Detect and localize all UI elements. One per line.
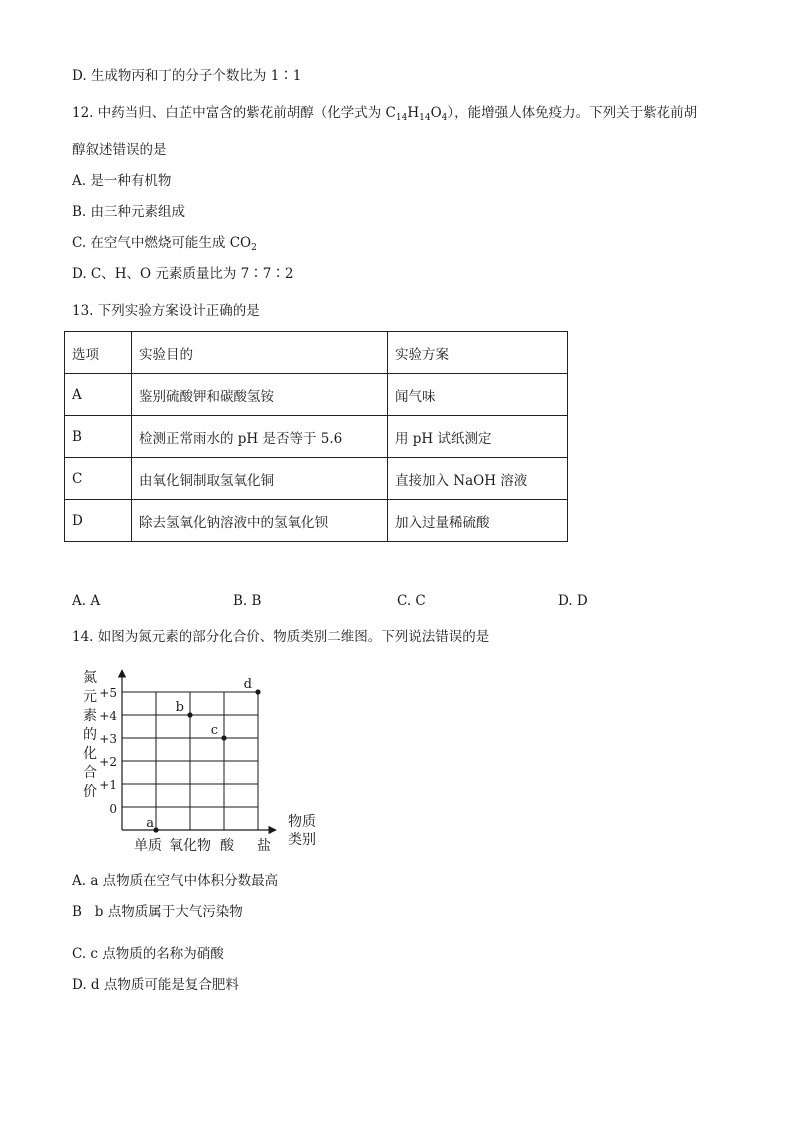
row-option: C (65, 458, 132, 500)
y-tick-label: +2 (99, 755, 117, 769)
row-option: D (65, 500, 132, 542)
y-label-char: 素 (83, 708, 97, 724)
q13-option-c: C. C (397, 593, 426, 609)
table-row (65, 416, 568, 458)
q12-stem-post: ），能增强人体免疫力。下列关于紫花前胡 (447, 105, 698, 121)
experiment-table (64, 331, 568, 542)
point-a (153, 827, 158, 832)
q12-formula-o-sub: 4 (441, 113, 448, 123)
q13-option-b: B. B (233, 593, 262, 609)
table-row (65, 458, 568, 500)
row-purpose: 鉴别硫酸钾和碳酸氢铵 (132, 374, 388, 416)
row-purpose: 检测正常雨水的 pH 是否等于 5.6 (132, 416, 388, 458)
y-axis-label (83, 670, 97, 800)
y-tick-label: 0 (109, 802, 117, 816)
point-b (187, 712, 192, 717)
header-option: 选项 (65, 332, 132, 374)
x-label-line-1: 物质 (288, 814, 316, 830)
y-label-char: 化 (83, 746, 97, 762)
nitrogen-valence-chart (70, 662, 330, 862)
q12-formula-h: H (407, 105, 420, 121)
q12-option-c-sub: 2 (251, 243, 257, 253)
x-category-label: 盐 (257, 838, 271, 854)
row-purpose: 除去氢氧化钠溶液中的氢氧化钡 (132, 500, 388, 542)
q12-option-c (72, 234, 257, 252)
x-label-line-2: 类别 (288, 832, 316, 848)
q14-stem: 14. 如图为氮元素的部分化合价、物质类别二维图。下列说法错误的是 (72, 629, 490, 645)
table-header-row (65, 332, 568, 374)
q12-formula-o: O (430, 105, 442, 121)
q12-option-a: A. 是一种有机物 (72, 173, 172, 189)
y-label-char: 氮 (83, 670, 97, 686)
q12-formula-h-sub: 14 (419, 113, 431, 123)
chart-axes (122, 670, 276, 830)
point-label-a: a (146, 816, 154, 831)
table-row (65, 374, 568, 416)
header-purpose: 实验目的 (132, 332, 388, 374)
row-option: B (65, 416, 132, 458)
q14-option-b: B b 点物质属于大气污染物 (72, 904, 243, 920)
x-category-label: 氧化物 (169, 838, 211, 854)
row-plan: 直接加入 NaOH 溶液 (388, 458, 568, 500)
q13-stem: 13. 下列实验方案设计正确的是 (72, 303, 260, 319)
x-category-label: 酸 (220, 838, 234, 854)
q12-option-b: B. 由三种元素组成 (72, 204, 186, 220)
q12-stem (72, 104, 697, 122)
y-label-char: 的 (83, 727, 97, 743)
x-category-labels (134, 837, 271, 854)
y-tick-label: +3 (99, 732, 117, 746)
row-plan: 用 pH 试纸测定 (388, 416, 568, 458)
row-plan: 闻气味 (388, 374, 568, 416)
q13-option-d: D. D (558, 593, 588, 609)
point-c (221, 735, 226, 740)
q14-option-a: A. a 点物质在空气中体积分数最高 (72, 873, 279, 889)
row-plan: 加入过量稀硫酸 (388, 500, 568, 542)
q13-option-a: A. A (72, 593, 101, 609)
x-axis-label (288, 813, 316, 848)
y-label-char: 元 (83, 689, 97, 705)
point-d (255, 689, 260, 694)
point-label-c: c (210, 723, 218, 738)
y-tick-labels (99, 686, 117, 816)
q12-formula-c-sub: 14 (395, 113, 408, 123)
q12-option-c-text: C. 在空气中燃烧可能生成 CO (72, 235, 252, 251)
y-tick-label: +5 (99, 686, 117, 700)
q14-option-d: D. d 点物质可能是复合肥料 (72, 977, 239, 993)
table-row (65, 500, 568, 542)
point-label-d: d (243, 677, 252, 692)
header-plan: 实验方案 (388, 332, 568, 374)
q12-stem-line2: 醇叙述错误的是 (72, 142, 167, 158)
q12-option-d: D. C、H、O 元素质量比为 7∶7∶2 (72, 266, 294, 282)
y-tick-label: +4 (99, 709, 117, 723)
data-points (146, 677, 260, 833)
q14-option-c: C. c 点物质的名称为硝酸 (72, 946, 224, 962)
q12-stem-pre: 12. 中药当归、白芷中富含的紫花前胡醇（化学式为 C (72, 105, 396, 121)
y-tick-label: +1 (99, 778, 117, 792)
x-category-label: 单质 (134, 838, 162, 854)
row-option: A (65, 374, 132, 416)
point-label-b: b (175, 700, 184, 715)
q11-option-d: D. 生成物丙和丁的分子个数比为 1∶1 (72, 68, 302, 84)
y-label-char: 合 (83, 765, 97, 781)
y-label-char: 价 (83, 784, 97, 800)
row-purpose: 由氧化铜制取氢氧化铜 (132, 458, 388, 500)
